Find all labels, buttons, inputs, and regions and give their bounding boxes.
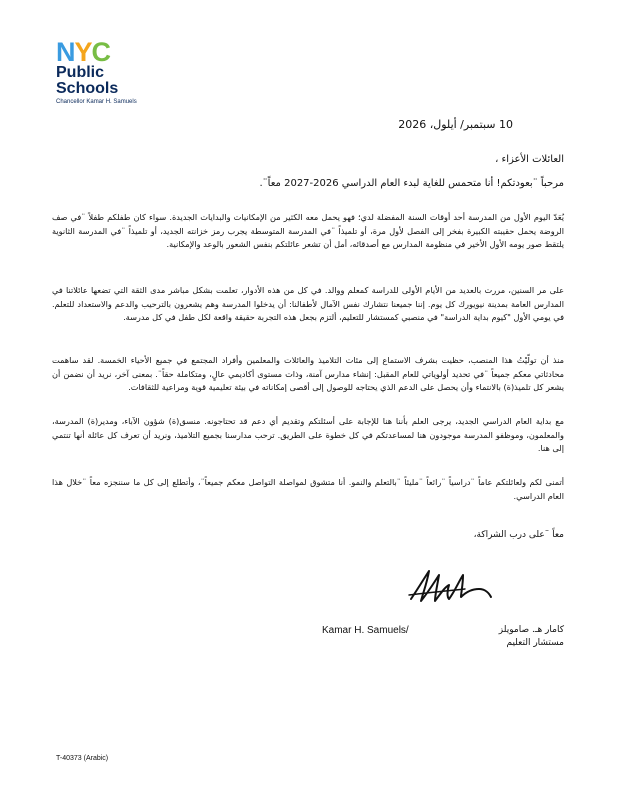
letter-paragraph: أتمنى لكم ولعائلتكم عاماً ¨دراسياً ¨رائعاً ¨مليئاً ¨بالتعلم والنمو. أنا متشوق لمواصلة التواصل معكم جميعاً¨، وأتطلع إلى كل ما سننجزه معاً ¨خلال هذا العام الدراسي. (52, 477, 564, 501)
letter-date: 10 سبتمبر/ أيلول، 2026 (398, 118, 513, 131)
signer-name-arabic: كامار هـ. صامويلز (498, 625, 564, 635)
document-code: T-40373 (Arabic) (56, 755, 109, 762)
letter-paragraph: مع بداية العام الدراسي الجديد، يرجى العلم بأننا هنا للإجابة على أسئلتكم وتقديم أي دعم قد تحتاجونه. منسق(ة) شؤون الآباء، ومدير(ة) المدرسة، والمعلمون، وموظفو المدرسة موجودون هنا لمساعدتكم في كل خطوة على الطريق. ترحب مدارسنا بجميع التلاميذ، ونريد أن تعرف كل عائلة أنها تنتمي إلى هنا. (52, 416, 564, 453)
letter-welcome: مرحباً ¨بعودتكم! أنا متحمس للغاية لبدء العام الدراسي 2026-2027 معاً¨. (259, 178, 564, 189)
logo-tagline: Chancellor Kamar H. Samuels (56, 99, 137, 105)
letter-closing: معاً ¨على درب الشراكة، (473, 530, 564, 540)
letter-greeting: العائلات الأعزاء ، (495, 154, 564, 165)
logo-nyc-letters: NYC (56, 37, 111, 67)
logo-schools: Schools (56, 80, 119, 97)
letter-paragraph: على مر السنين، مررت بالعديد من الأيام الأولى للدراسة كمعلم ووالد. في كل من هذه الأدوار، تعلمت بشكل مباشر مدى الثقة التي تضعها عائلاتنا في المدارس العامة بمدينة نيويورك كل يوم. إننا جميعنا نتشارك نفس الآمال لأطفالنا: أن يدخلوا المدرسة وهم يشعرون بالترحيب والدعم والاستعداد للتعلم. في يومي الأول "كيوم بداية الدراسة" في منصبي كمستشار للتعليم، ألتزم بجعل هذه التجربة حقيقة واقعة لكل طفل في كل مدرسة. (52, 285, 564, 322)
signature-image (405, 565, 495, 607)
signer-name-english: Kamar H. Samuels/ (322, 625, 409, 636)
signer-title-arabic: مستشار التعليم (506, 638, 564, 648)
letter-paragraph: يُعَدّ اليوم الأول من المدرسة أحد أوقات السنة المفضلة لدي؛ فهو يحمل معه الكثير من الإمكانيات والبدايات الجديدة. سواء كان طفلكم طفلاً ¨في صف الروضة يحمل حقيبته الكبيرة بفخر إلى الفصل لأول مرة، أو تلميذاً ¨في المدرسة المتوسطة يجرب رمز خزانته الجديد، أو تلميذاً ¨في المدرسة الثانوية يلتقط صور يومه الأول الأخير في منظومة المدارس مع أصدقائه، أمل أن تشعر عائلتكم بنفس الشعور بالوعد والإمكانية. (52, 212, 564, 249)
nyc-public-schools-logo (56, 37, 176, 106)
letter-paragraph: منذ أن تولّيْتُ هذا المنصب، حظيت بشرف الاستماع إلى مئات التلاميذ والعائلات والمعلمين وأفراد المجتمع في جميع الأحياء الخمسة. لقد ساهمت محادثاتي معكم جميعاً ¨في تحديد أولوياتي للعام المقبل: إنشاء مدارس آمنة، وذات مستوى أكاديمي عالٍ، ومتكاملة حقاً¨. بمعنى آخر، نريد أن نضمن أن يشعر كل تلميذ(ة) بالانتماء وأن يحصل على الدعم الذي يحتاجه للوصول إلى أقصى إمكاناته في بيئة تعليمية قوية ومراعية للثقافات. (52, 355, 564, 392)
logo-public: Public (56, 64, 105, 81)
